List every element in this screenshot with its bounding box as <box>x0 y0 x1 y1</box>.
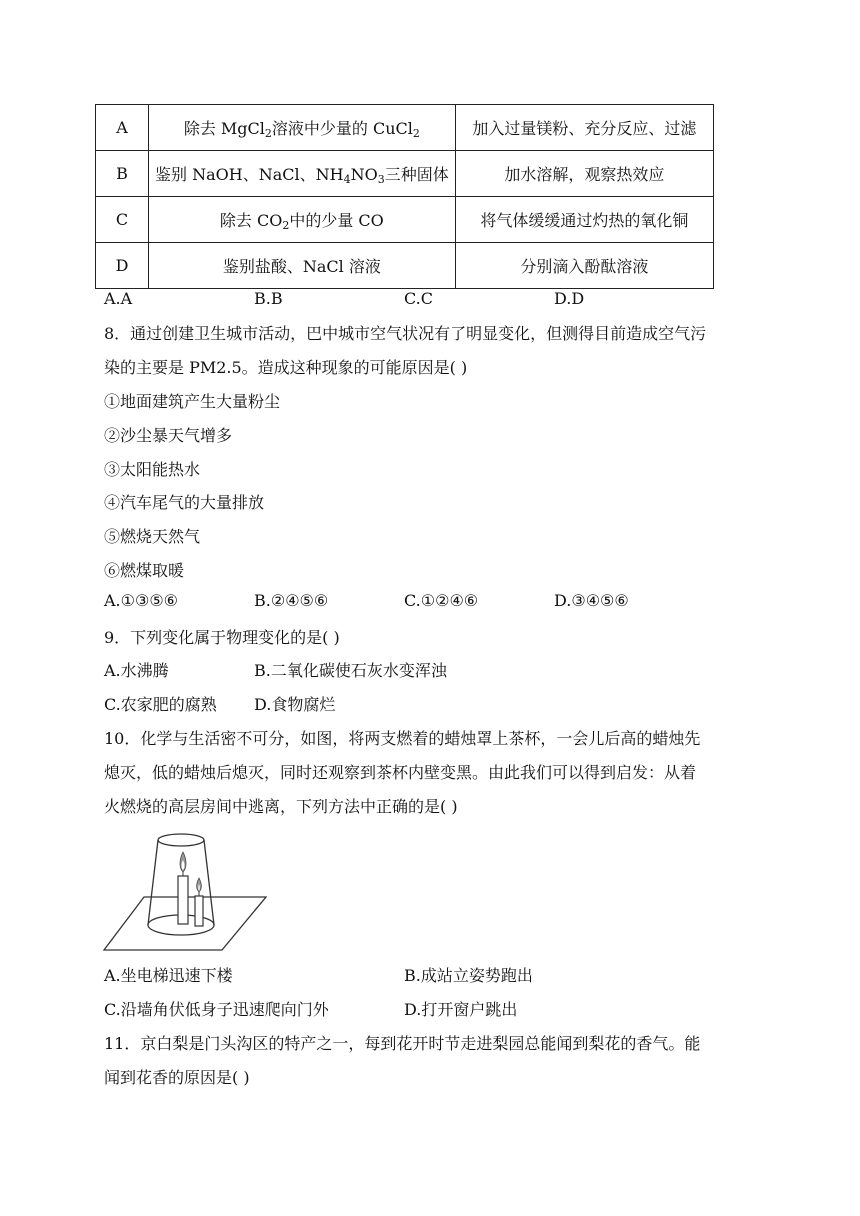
row-method: 将气体缓缓通过灼热的氧化铜 <box>455 197 713 243</box>
row-method: 分别滴入酚酞溶液 <box>455 243 713 289</box>
q10-stem-line1: 10．化学与生活密不可分，如图，将两支燃着的蜡烛罩上茶杯，一会儿后高的蜡烛先 <box>104 729 701 748</box>
q10-stem-line3: 火燃烧的高层房间中逃离，下列方法中正确的是( ) <box>104 797 458 816</box>
q8-stem-line1: 8．通过创建卫生城市活动，巴中城市空气状况有了明显变化，但测得目前造成空气污 <box>104 324 707 343</box>
q8-item-3: ③太阳能热水 <box>104 460 201 479</box>
row-key: D <box>96 243 149 289</box>
row-task <box>149 105 456 151</box>
q8-option-b[interactable]: B.②④⑤⑥ <box>254 591 329 610</box>
q11-stem-line1: 11．京白梨是门头沟区的特产之一，每到花开时节走进梨园总能闻到梨花的香气。能 <box>104 1034 701 1053</box>
q11-stem-line2: 闻到花香的原因是( ) <box>104 1068 250 1087</box>
answer-option-a[interactable]: A.A <box>104 289 133 308</box>
q9-option-c[interactable]: C.农家肥的腐熟 <box>104 695 217 714</box>
row-method: 加入过量镁粉、充分反应、过滤 <box>455 105 713 151</box>
options-table <box>95 104 714 289</box>
q8-item-4: ④汽车尾气的大量排放 <box>104 493 265 512</box>
table-row <box>96 151 714 197</box>
task-subscript: 2 <box>282 219 290 232</box>
answer-option-d[interactable]: D.D <box>554 289 585 308</box>
task-subscript: 3 <box>377 173 385 186</box>
task-text: 鉴别 NaOH、NaCl、NH <box>155 165 344 184</box>
task-subscript: 4 <box>343 173 351 186</box>
task-text: 溶液中少量的 CuCl <box>271 119 413 138</box>
q9-option-b[interactable]: B.二氧化碳使石灰水变浑浊 <box>254 661 447 680</box>
q8-option-d[interactable]: D.③④⑤⑥ <box>554 591 629 610</box>
q10-option-b[interactable]: B.成站立姿势跑出 <box>404 966 533 985</box>
q8-item-5: ⑤燃烧天然气 <box>104 527 201 546</box>
q10-stem-line2: 熄灭，低的蜡烛后熄灭，同时还观察到茶杯内壁变黑。由此我们可以得到启发：从着 <box>104 763 697 782</box>
task-subscript: 2 <box>412 127 420 140</box>
task-subscript: 2 <box>264 127 272 140</box>
task-text: 鉴别盐酸、NaCl 溶液 <box>222 257 381 276</box>
row-task <box>149 151 456 197</box>
task-text: NO <box>350 165 378 184</box>
table-row <box>96 105 714 151</box>
task-text: 三种固体 <box>384 165 449 184</box>
task-text: 除去 MgCl <box>183 119 265 138</box>
q9-option-d[interactable]: D.食物腐烂 <box>254 695 336 714</box>
q8-option-c[interactable]: C.①②④⑥ <box>404 591 479 610</box>
table-row <box>96 197 714 243</box>
q9-option-a[interactable]: A.水沸腾 <box>104 661 169 680</box>
q8-stem-line2: 染的主要是 PM2.5。造成这种现象的可能原因是( ) <box>104 358 468 377</box>
candle-cup-figure <box>102 822 267 954</box>
q8-item-6: ⑥燃煤取暖 <box>104 561 185 580</box>
task-text: 中的少量 CO <box>289 211 384 230</box>
q9-stem: 9．下列变化属于物理变化的是( ) <box>104 628 340 647</box>
row-task <box>149 197 456 243</box>
row-method: 加水溶解，观察热效应 <box>455 151 713 197</box>
row-key: B <box>96 151 149 197</box>
q10-option-a[interactable]: A.坐电梯迅速下楼 <box>104 966 233 985</box>
q8-option-a[interactable]: A.①③⑤⑥ <box>104 591 179 610</box>
row-key: A <box>96 105 149 151</box>
q10-option-c[interactable]: C.沿墙角伏低身子迅速爬向门外 <box>104 1000 329 1019</box>
q10-option-d[interactable]: D.打开窗户跳出 <box>404 1000 518 1019</box>
q8-item-1: ①地面建筑产生大量粉尘 <box>104 392 281 411</box>
row-key: C <box>96 197 149 243</box>
answer-option-c[interactable]: C.C <box>404 289 433 308</box>
task-text: 除去 CO <box>219 211 283 230</box>
row-task <box>149 243 456 289</box>
q8-item-2: ②沙尘暴天气增多 <box>104 426 233 445</box>
answer-option-b[interactable]: B.B <box>254 289 283 308</box>
table-row <box>96 243 714 289</box>
